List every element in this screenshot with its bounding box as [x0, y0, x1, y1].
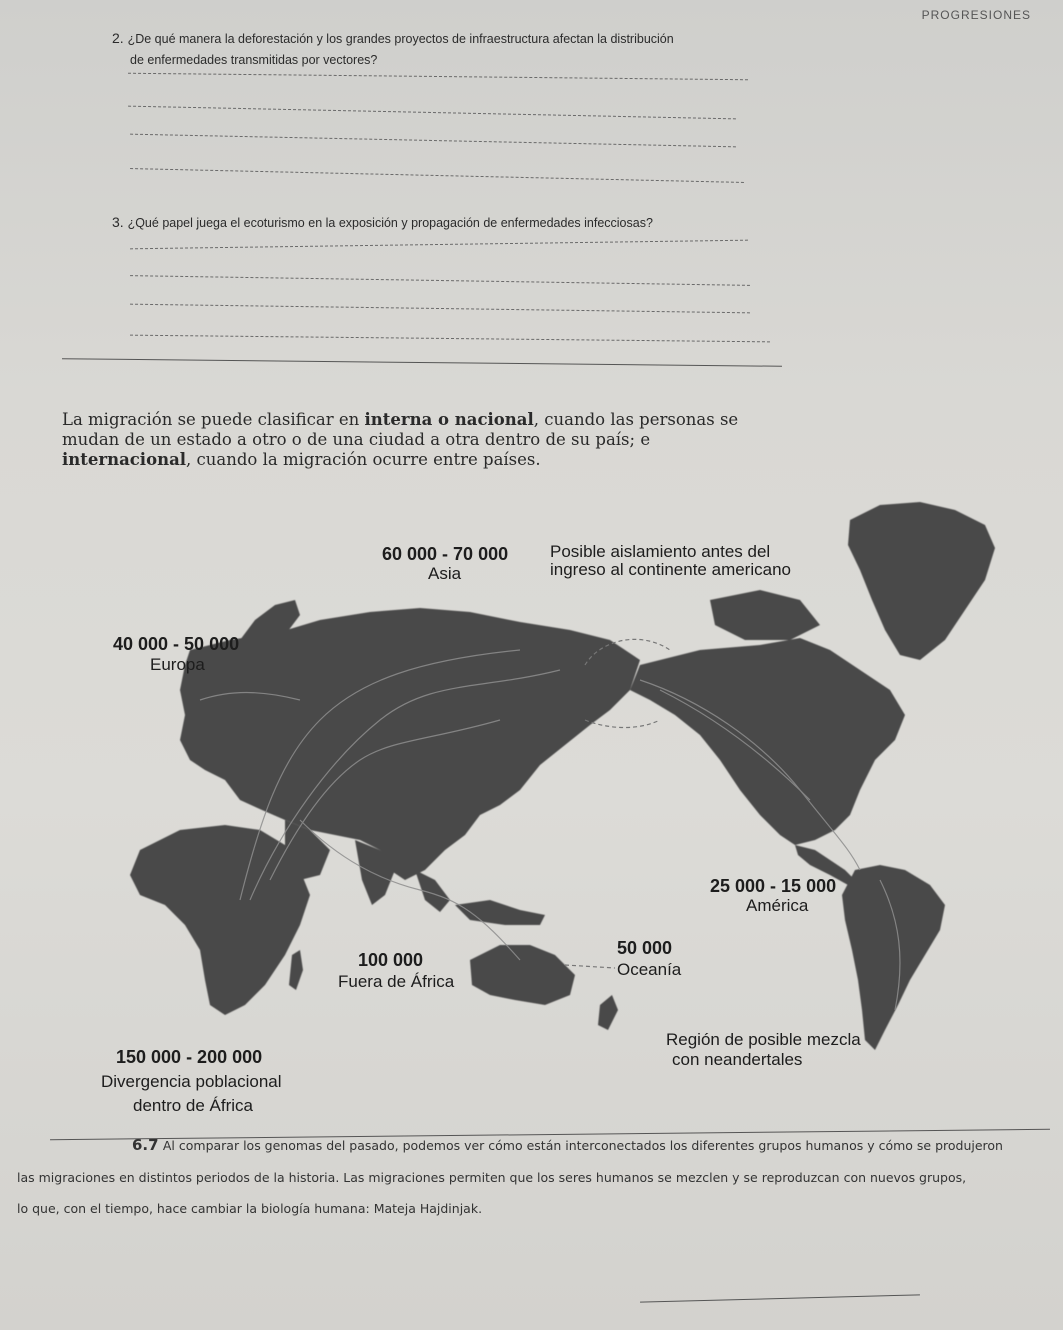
- answer-line[interactable]: [128, 73, 748, 80]
- oceania-label: Oceanía: [617, 960, 682, 979]
- footer-line: [640, 1294, 920, 1302]
- question-text: ¿Qué papel juega el ecoturismo en la exposición y propagación de enfermedades infecciosas?: [127, 216, 653, 230]
- paragraph-bold-term: interna o nacional: [364, 410, 534, 429]
- neanderthal-label-line2: con neandertales: [672, 1050, 803, 1069]
- indonesia-landmass: [455, 900, 545, 925]
- asia-label: Asia: [428, 564, 462, 583]
- figure-caption: [12, 1130, 1057, 1224]
- question-number: 3.: [112, 214, 124, 230]
- new-zealand-landmass: [598, 995, 618, 1030]
- answer-line[interactable]: [130, 335, 770, 343]
- migration-paragraph: [62, 410, 782, 470]
- answer-line[interactable]: [130, 240, 748, 250]
- australia-landmass: [470, 945, 575, 1005]
- oceania-pointer-line: [565, 965, 615, 968]
- paragraph-bold-term: internacional: [62, 450, 187, 469]
- answer-line[interactable]: [130, 168, 744, 183]
- divergence-date-range: 150 000 - 200 000: [116, 1047, 263, 1067]
- question-3: [112, 214, 752, 232]
- figure-number: 6.7: [132, 1136, 159, 1154]
- divergence-label-line1: Divergencia poblacional: [101, 1072, 282, 1091]
- out-of-africa-label: Fuera de África: [338, 972, 455, 991]
- question-2: [112, 30, 732, 48]
- migration-world-map: [90, 495, 1063, 1115]
- answer-line[interactable]: [130, 275, 750, 286]
- answer-line[interactable]: [128, 106, 736, 120]
- europe-date-range: 40 000 - 50 000: [113, 634, 240, 654]
- isolation-label-line1: Posible aislamiento antes del: [550, 542, 771, 561]
- caption-line-3: lo que, con el tiempo, hace cambiar la biología humana: Mateja Hajdinjak.: [17, 1201, 483, 1216]
- arctic-islands: [710, 590, 820, 640]
- neanderthal-label-line1: Región de posible mezcla: [666, 1030, 861, 1049]
- madagascar-landmass: [289, 950, 303, 990]
- caption-line-2: las migraciones en distintos periodos de la historia. Las migraciones permiten que los seres humanos se mezclen y se reproduzcan con nuevos grupos,: [17, 1170, 967, 1185]
- caption-line-1: [12, 1130, 1057, 1162]
- oceania-date: 50 000: [617, 938, 673, 958]
- answer-line[interactable]: [130, 304, 750, 314]
- asia-date-range: 60 000 - 70 000: [382, 544, 509, 564]
- question-number: 2.: [112, 30, 124, 46]
- africa-landmass: [130, 825, 310, 1015]
- southeast-asia-landmass: [415, 870, 450, 912]
- out-of-africa-date: 100 000: [358, 950, 424, 970]
- paragraph-text: La migración se puede clasificar en: [62, 410, 365, 429]
- america-label: América: [746, 896, 809, 915]
- paragraph-text: , cuando las personas se mudan de un estado a otro o de una ciudad a otra dentro de su país; e: [62, 410, 739, 449]
- greenland-landmass: [848, 502, 995, 660]
- question-text: ¿De qué manera la deforestación y los grandes proyectos de infraestructura afectan la distribución: [127, 32, 674, 46]
- south-america-landmass: [842, 865, 945, 1050]
- caption-text: Al comparar los genomas del pasado, podemos ver cómo están interconectados los diferentes grupos humanos y cómo se produjeron: [162, 1138, 1003, 1153]
- page-header: PROGRESIONES: [921, 8, 1031, 22]
- section-divider: [62, 358, 782, 367]
- answer-line[interactable]: [130, 134, 736, 148]
- divergence-label-line2: dentro de África: [133, 1096, 254, 1115]
- question-2-continuation: de enfermedades transmitidas por vectores?: [130, 53, 378, 67]
- paragraph-text: , cuando la migración ocurre entre países.: [186, 450, 541, 469]
- europe-label: Europa: [150, 655, 205, 674]
- north-america-landmass: [630, 638, 905, 845]
- america-date-range: 25 000 - 15 000: [710, 876, 837, 896]
- isolation-label-line2: ingreso al continente americano: [550, 560, 791, 579]
